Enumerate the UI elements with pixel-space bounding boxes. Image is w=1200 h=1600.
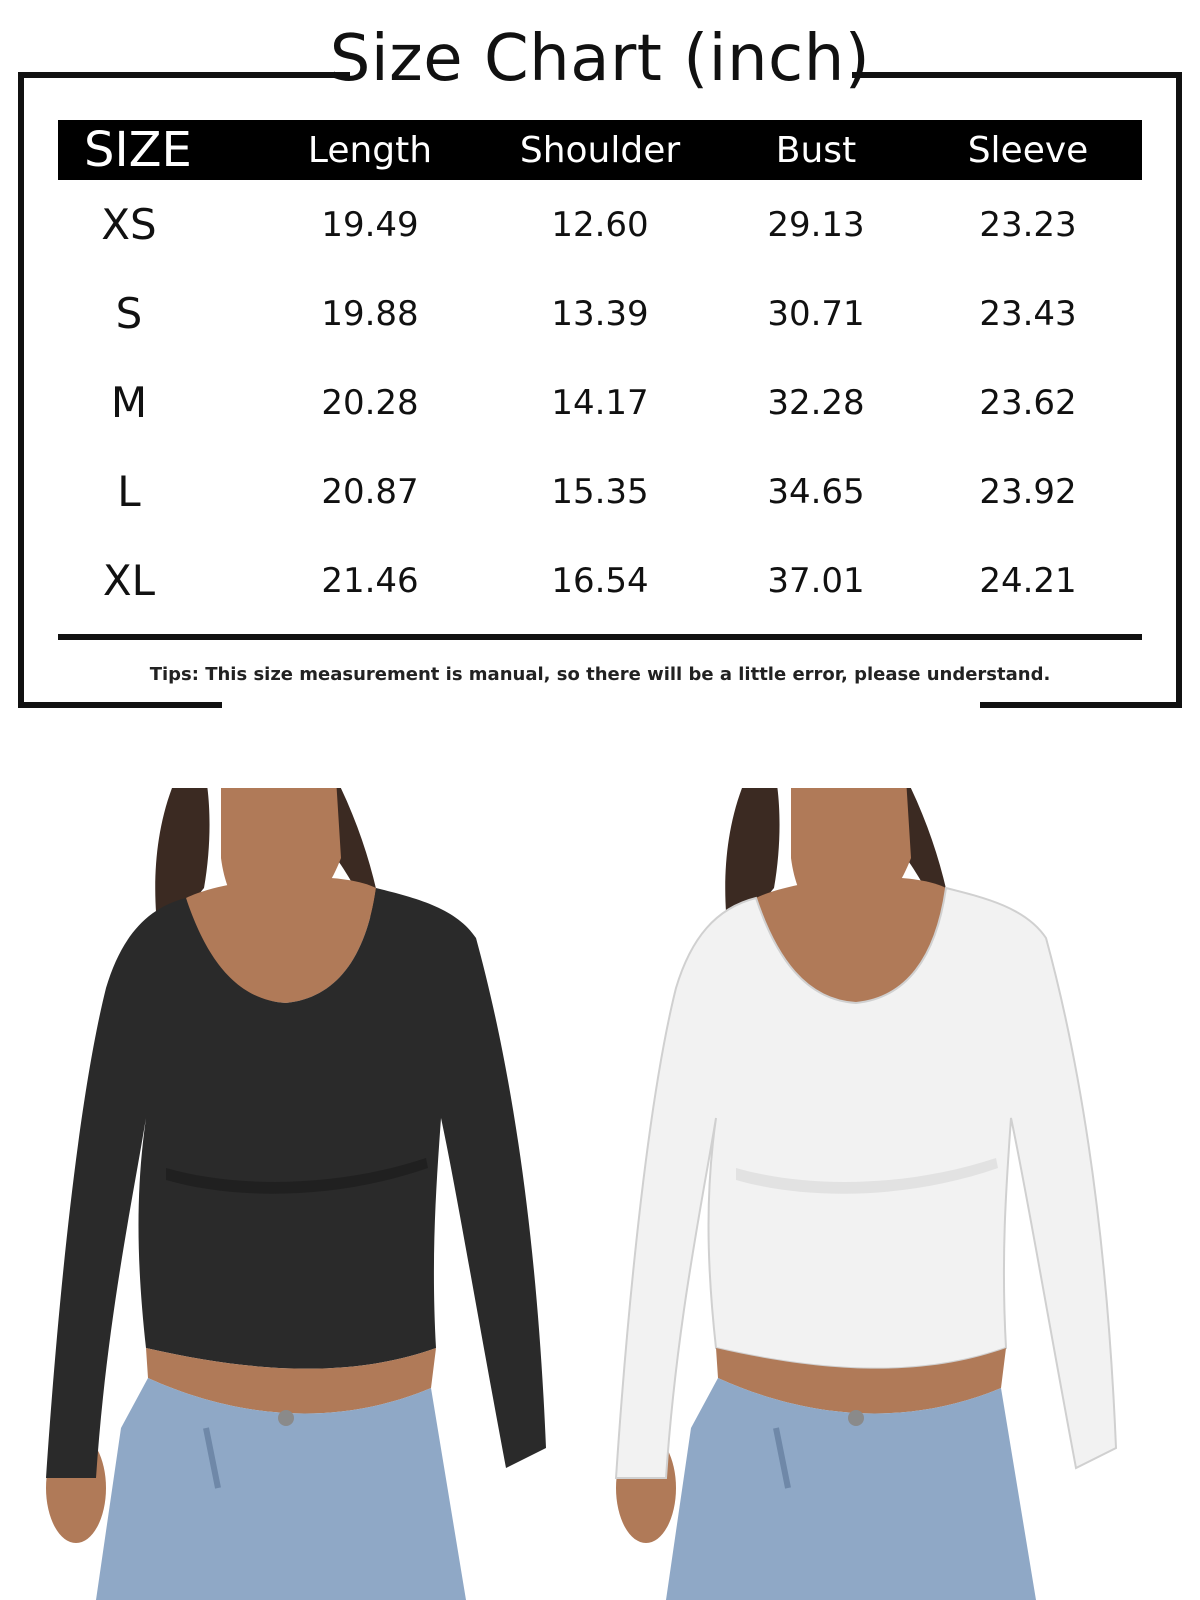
sleeve-value: 23.43 [979, 293, 1077, 334]
tips-note: Tips: This size measurement is manual, so there will be a little error, please understand. [149, 664, 1051, 685]
table-row [58, 358, 1142, 447]
bust-value: 30.71 [767, 293, 865, 334]
sleeve-value: 24.21 [979, 560, 1077, 601]
table-bottom-rule [58, 634, 1142, 640]
table-row [58, 180, 1142, 269]
size-label: M [110, 378, 148, 427]
jeans-button [848, 1410, 864, 1426]
frame-left [18, 72, 24, 708]
length-value: 19.49 [321, 204, 419, 245]
bust-value: 32.28 [767, 382, 865, 423]
size-chart-title: Size Chart (inch) [329, 22, 871, 96]
header-size: SIZE [84, 122, 192, 178]
frame-bottom-left [18, 702, 222, 708]
sleeve-value: 23.92 [979, 471, 1077, 512]
sleeve-value: 23.23 [979, 204, 1077, 245]
frame-bottom-right [980, 702, 1182, 708]
header-shoulder: Shoulder [519, 129, 681, 171]
header-length: Length [307, 129, 433, 171]
bust-value: 29.13 [767, 204, 865, 245]
header-bust: Bust [775, 129, 857, 171]
product-photo-black [36, 788, 566, 1600]
size-label: S [115, 289, 143, 338]
size-label: XS [101, 200, 157, 249]
bust-value: 37.01 [767, 560, 865, 601]
length-value: 19.88 [321, 293, 419, 334]
length-value: 20.87 [321, 471, 419, 512]
bust-value: 34.65 [767, 471, 865, 512]
shoulder-value: 14.17 [551, 382, 649, 423]
shoulder-value: 13.39 [551, 293, 649, 334]
model-illustration [36, 788, 566, 1600]
shoulder-value: 12.60 [551, 204, 649, 245]
table-row [58, 447, 1142, 536]
header-sleeve: Sleeve [967, 129, 1089, 171]
size-chart-table [58, 120, 1142, 625]
shoulder-value: 15.35 [551, 471, 649, 512]
size-label: XL [102, 556, 156, 605]
table-header-row [58, 120, 1142, 180]
length-value: 20.28 [321, 382, 419, 423]
sleeve-value: 23.62 [979, 382, 1077, 423]
product-photo-white [606, 788, 1136, 1600]
length-value: 21.46 [321, 560, 419, 601]
shoulder-value: 16.54 [551, 560, 649, 601]
table-row [58, 269, 1142, 358]
table-row [58, 536, 1142, 625]
size-label: L [117, 467, 141, 516]
frame-right [1176, 72, 1182, 708]
model-illustration [606, 788, 1136, 1600]
jeans-button [278, 1410, 294, 1426]
